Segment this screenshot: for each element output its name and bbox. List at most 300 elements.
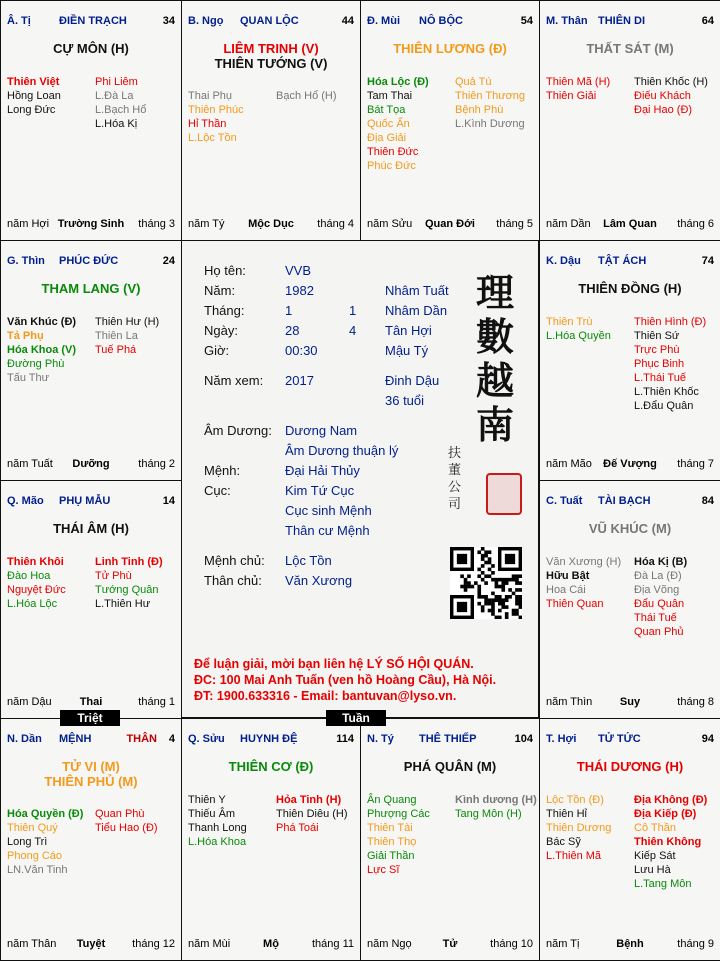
- palace-month: tháng 1: [138, 696, 175, 708]
- qr-code: [450, 547, 522, 619]
- minor-star: Thiên Phúc: [188, 104, 244, 116]
- right-star-list: [634, 315, 706, 413]
- main-stars: [1, 281, 181, 296]
- palace-stage: Mộc Dục: [248, 218, 294, 230]
- palace-age: 34: [162, 15, 175, 27]
- minor-star: Thiên La: [95, 330, 138, 342]
- palace-footer: [367, 218, 533, 232]
- minor-star: L.Thái Tuế: [634, 372, 686, 384]
- minor-star: LN.Văn Tinh: [7, 864, 68, 876]
- palace-position: Q. Sửu: [188, 733, 225, 745]
- minor-star: Điếu Khách: [634, 90, 691, 102]
- ngay-value: 28: [285, 323, 300, 338]
- minor-star: Tấu Thư: [7, 372, 50, 384]
- palace-age: 84: [701, 495, 714, 507]
- left-star-list: [546, 793, 611, 863]
- palace-footer: [188, 218, 354, 232]
- palace-name: HUYNH ĐỆ: [240, 733, 298, 745]
- nam-xem-label: Năm xem:: [204, 373, 264, 388]
- nam-can-chi: Nhâm Tuất: [385, 283, 449, 298]
- minor-star: Thiên Diêu (H): [276, 808, 348, 820]
- right-star-list: [455, 793, 537, 821]
- small-seal-text: 扶董公司: [448, 446, 462, 512]
- minor-star: Tử Phù: [95, 570, 132, 582]
- calligraphy-char-3: 越: [475, 358, 514, 403]
- palace-footer: [7, 458, 175, 472]
- nam-label: Năm:: [204, 283, 236, 298]
- palace-name: MỆNH: [59, 733, 92, 745]
- left-star-list: [367, 793, 430, 877]
- palace-name: TẬT ÁCH: [598, 255, 647, 267]
- thang-label: Tháng:: [204, 303, 245, 318]
- ngay-can-chi: Tân Hợi: [385, 323, 432, 338]
- minor-star: L.Hóa Khoa: [188, 836, 247, 848]
- palace-position: Q. Mão: [7, 495, 44, 507]
- minor-star: Tả Phụ: [7, 330, 44, 342]
- minor-star: Thiên Khốc (H): [634, 76, 708, 88]
- minor-star: Hóa Khoa (V): [7, 344, 77, 356]
- minor-star: L.Đà La: [95, 90, 134, 102]
- palace-name: TÀI BẠCH: [598, 495, 651, 507]
- left-star-list: [367, 75, 429, 173]
- cuc-note-1: Cục sinh Mệnh: [285, 503, 372, 518]
- minor-star: Thiên Sứ: [634, 330, 680, 342]
- minor-star: Đường Phù: [7, 358, 65, 370]
- minor-star: Quả Tú: [455, 76, 492, 88]
- main-star: THIÊN TƯỚNG (V): [214, 56, 328, 71]
- tuan-tag: Tuần: [326, 710, 386, 726]
- minor-star: Phục Binh: [634, 358, 685, 370]
- palace-age: 4: [168, 733, 175, 745]
- palace-header: [546, 15, 714, 29]
- main-stars: [1, 521, 181, 536]
- minor-star: Thiên Trù: [546, 316, 593, 328]
- palace-footer: [7, 938, 175, 952]
- palace-age: 114: [336, 733, 354, 745]
- right-star-list: [634, 793, 707, 891]
- minor-star: Phong Cáo: [7, 850, 63, 862]
- minor-star: Thiên Giải: [546, 90, 597, 102]
- red-seal-stamp: [486, 473, 522, 515]
- palace-name: ĐIỀN TRẠCH: [59, 15, 127, 27]
- palace-year: năm Thân: [7, 938, 57, 950]
- palace-position: N. Dần: [7, 733, 42, 745]
- palace-month: tháng 5: [496, 218, 533, 230]
- palace-position: N. Tý: [367, 733, 394, 745]
- minor-star: Cô Thần: [634, 822, 676, 834]
- main-star: VŨ KHÚC (M): [588, 521, 672, 536]
- main-stars: [540, 759, 720, 774]
- than-chu-label: Thân chủ:: [204, 573, 262, 588]
- right-star-list: [95, 75, 146, 131]
- minor-star: Thiên Y: [188, 794, 226, 806]
- palace-month: tháng 9: [677, 938, 714, 950]
- gio-label: Giờ:: [204, 343, 230, 358]
- nam-xem-value: 2017: [285, 373, 314, 388]
- cuc-note-2: Thân cư Mệnh: [285, 523, 370, 538]
- main-star: THÁI ÂM (H): [53, 521, 129, 536]
- palace-year: năm Dần: [546, 218, 591, 230]
- main-star: THIÊN CƠ (Đ): [228, 759, 314, 774]
- center-info-panel: [181, 240, 539, 718]
- palace-position: T. Hợi: [546, 733, 577, 745]
- minor-star: Phá Toái: [276, 822, 319, 834]
- minor-star: Địa Kiếp (Đ): [634, 808, 697, 820]
- palace-month: tháng 2: [138, 458, 175, 470]
- minor-star: Đẩu Quân: [634, 598, 685, 610]
- palace-position: G. Thìn: [7, 255, 45, 267]
- minor-star: L.Thiên Hư: [95, 598, 151, 610]
- palace-stage: Bệnh: [616, 938, 644, 950]
- palace-year: năm Tị: [546, 938, 580, 950]
- minor-star: Lưu Hà: [634, 864, 671, 876]
- left-star-list: [7, 315, 76, 385]
- palace-footer: [7, 218, 175, 232]
- palace-dau: [539, 240, 720, 481]
- minor-star: L.Bạch Hổ: [95, 104, 147, 116]
- palace-stage: Suy: [619, 696, 641, 708]
- contact-note-2: ĐC: 100 Mai Anh Tuấn (ven hồ Hoàng Cầu), Hà Nội.: [194, 673, 497, 687]
- main-star: THAM LANG (V): [41, 281, 141, 296]
- minor-star: Thiên Quý: [7, 822, 58, 834]
- minor-star: Kiếp Sát: [634, 850, 676, 862]
- minor-star: Long Đức: [7, 104, 56, 116]
- minor-star: L.Thiên Khốc: [634, 386, 699, 398]
- minor-star: L.Tang Môn: [634, 878, 692, 890]
- minor-star: Phượng Các: [367, 808, 430, 820]
- minor-star: Tiểu Hao (Đ): [95, 822, 158, 834]
- palace-year: năm Thìn: [546, 696, 593, 708]
- ho-ten-label: Họ tên:: [204, 263, 246, 278]
- minor-star: L.Đẩu Quân: [634, 400, 694, 412]
- minor-star: Hồng Loan: [7, 90, 61, 102]
- left-star-list: [546, 75, 610, 103]
- palace-age: 104: [514, 733, 533, 745]
- am-duong-label: Âm Dương:: [204, 423, 272, 438]
- minor-star: Thái Tuế: [634, 612, 677, 624]
- main-stars: [540, 521, 720, 536]
- minor-star: Tướng Quân: [95, 584, 159, 596]
- minor-star: Thiên Thương: [455, 90, 526, 102]
- main-stars: [361, 41, 539, 56]
- palace-header: [546, 255, 714, 269]
- palace-ngo: [181, 0, 361, 241]
- palace-stage: Đế Vượng: [603, 458, 657, 470]
- palace-year: năm Sửu: [367, 218, 413, 230]
- palace-footer: [546, 218, 714, 232]
- left-star-list: [546, 555, 621, 611]
- palace-header: [367, 15, 533, 29]
- palace-stage: Trường Sinh: [57, 218, 125, 230]
- palace-age: 44: [341, 15, 354, 27]
- palace-footer: [7, 696, 175, 710]
- palace-header: [7, 15, 175, 29]
- palace-position: B. Ngọ: [188, 15, 224, 27]
- palace-position: Â. Tị: [7, 15, 31, 27]
- calligraphy-char-4: 南: [475, 402, 514, 447]
- palace-name: THÊ THIẾP: [419, 733, 477, 745]
- am-duong-value: Dương Nam: [285, 423, 358, 438]
- palace-month: tháng 7: [677, 458, 714, 470]
- main-star: THIÊN LƯƠNG (Đ): [393, 41, 507, 56]
- minor-star: Giải Thần: [367, 850, 415, 862]
- left-star-list: [188, 89, 244, 145]
- palace-hoi: [539, 718, 720, 961]
- minor-star: Phi Liêm: [95, 76, 138, 88]
- right-star-list: [634, 555, 687, 639]
- minor-star: Kình dương (H): [455, 794, 537, 806]
- main-star: THIÊN PHỦ (M): [44, 774, 138, 789]
- main-stars: [182, 41, 360, 71]
- minor-star: Thiên Thọ: [367, 836, 417, 848]
- calligraphy-char-1: 理: [475, 270, 514, 315]
- gio-value: 00:30: [285, 343, 318, 358]
- palace-year: năm Tý: [188, 218, 225, 230]
- minor-star: L.Hóa Quyền: [546, 330, 611, 342]
- tuoi-value: 36 tuổi: [385, 393, 425, 408]
- am-duong-note: Âm Dương thuận lý: [285, 443, 399, 458]
- left-star-list: [188, 793, 247, 849]
- main-stars: [540, 41, 720, 56]
- palace-ty: [0, 0, 182, 241]
- palace-header: [367, 733, 533, 747]
- left-star-list: [7, 807, 83, 877]
- main-stars: [1, 759, 181, 789]
- main-star: THÁI DƯƠNG (H): [576, 759, 684, 774]
- main-stars: [182, 759, 360, 774]
- palace-position: M. Thân: [546, 15, 588, 27]
- palace-year: năm Mùi: [188, 938, 231, 950]
- palace-header: [546, 495, 714, 509]
- palace-mui: [360, 0, 540, 241]
- minor-star: Thiên Hỉ: [546, 808, 587, 820]
- main-star: TỬ VI (M): [62, 759, 120, 774]
- palace-suu: [181, 718, 361, 961]
- minor-star: Thiên Tài: [367, 822, 413, 834]
- minor-star: Thiên Mã (H): [546, 76, 611, 88]
- palace-header: [188, 733, 354, 747]
- minor-star: Thiên Đức: [367, 146, 419, 158]
- right-star-list: [276, 89, 337, 103]
- palace-month: tháng 10: [490, 938, 533, 950]
- minor-star: Bác Sỹ: [546, 836, 581, 848]
- palace-month: tháng 11: [311, 938, 354, 950]
- minor-star: L.Hóa Kị: [95, 118, 138, 130]
- nam-value: 1982: [285, 283, 314, 298]
- minor-star: Bát Tọa: [367, 104, 406, 116]
- palace-year: năm Dậu: [7, 696, 52, 708]
- minor-star: Linh Tinh (Đ): [95, 556, 163, 568]
- palace-tuat: [539, 480, 720, 719]
- minor-star: Địa Giải: [367, 132, 407, 144]
- triet-tag: Triệt: [60, 710, 120, 726]
- palace-position: Đ. Mùi: [367, 15, 400, 27]
- palace-name: TỬ TỨC: [598, 733, 641, 745]
- minor-star: Hóa Kị (B): [634, 556, 688, 568]
- main-star: PHÁ QUÂN (M): [403, 759, 497, 774]
- minor-star: Tuế Phá: [95, 344, 137, 356]
- right-star-list: [276, 793, 348, 835]
- thang-can-chi: Nhâm Dần: [385, 303, 448, 318]
- palace-header: [188, 15, 354, 29]
- minor-star: Tam Thai: [367, 90, 413, 102]
- minor-star: Lộc Tồn (Đ): [546, 794, 604, 806]
- minor-star: L.Lộc Tồn: [188, 132, 237, 144]
- palace-position: C. Tuất: [546, 495, 583, 507]
- minor-star: Hóa Quyền (Đ): [7, 808, 84, 820]
- minor-star: Hỉ Thần: [188, 118, 227, 130]
- minor-star: Địa Không (Đ): [634, 794, 708, 806]
- palace-year: năm Ngọ: [367, 938, 412, 950]
- palace-mao: [0, 480, 182, 719]
- minor-star: Thanh Long: [188, 822, 247, 834]
- minor-star: L.Hóa Lộc: [7, 598, 58, 610]
- palace-stage: Lâm Quan: [603, 218, 657, 230]
- minor-star: Hoa Cái: [546, 584, 586, 596]
- minor-star: Ân Quang: [367, 794, 417, 806]
- right-star-list: [95, 555, 163, 611]
- minor-star: Đà La (Đ): [634, 570, 682, 582]
- palace-month: tháng 3: [138, 218, 175, 230]
- minor-star: Quốc Ấn: [367, 118, 410, 130]
- calligraphy-logo: [470, 271, 520, 447]
- palace-age: 74: [701, 255, 714, 267]
- palace-year: năm Tuất: [7, 458, 53, 470]
- palace-name: THIÊN DI: [598, 15, 646, 27]
- menh-chu-label: Mệnh chủ:: [204, 553, 265, 568]
- main-star: THIÊN ĐỒNG (H): [578, 281, 682, 296]
- palace-month: tháng 4: [317, 218, 354, 230]
- contact-note-1: Để luận giải, mời bạn liên hệ LÝ SỐ HỘI QUÁN.: [194, 657, 474, 671]
- minor-star: Thiên Không: [634, 836, 702, 848]
- palace-stage: Mộ: [263, 938, 279, 950]
- minor-star: L.Kình Dương: [455, 118, 525, 130]
- palace-header: [7, 495, 175, 509]
- palace-age: 14: [162, 495, 175, 507]
- minor-star: Bệnh Phù: [455, 104, 504, 116]
- left-star-list: [546, 315, 611, 343]
- thang-am-value: 1: [349, 303, 357, 318]
- cuc-label: Cục:: [204, 483, 231, 498]
- left-star-list: [7, 555, 66, 611]
- gio-can-chi: Mậu Tý: [385, 343, 429, 358]
- menh-label: Mệnh:: [204, 463, 241, 478]
- minor-star: Đại Hao (Đ): [634, 104, 693, 116]
- contact-note-3: ĐT: 1900.633316 - Email: bantuvan@lyso.vn.: [194, 689, 457, 703]
- ngay-am-value: 4: [349, 323, 357, 338]
- minor-star: Tang Môn (H): [455, 808, 522, 820]
- cuc-value: Kim Tứ Cục: [285, 483, 355, 498]
- thang-value: 1: [285, 303, 293, 318]
- palace-year: năm Mão: [546, 458, 592, 470]
- palace-header: [546, 733, 714, 747]
- minor-star: Long Trì: [7, 836, 48, 848]
- right-star-list: [634, 75, 708, 117]
- minor-star: L.Thiên Mã: [546, 850, 602, 862]
- ngay-label: Ngày:: [204, 323, 238, 338]
- minor-star: Phúc Đức: [367, 160, 416, 172]
- minor-star: Văn Xương (H): [546, 556, 622, 568]
- palace-name: QUAN LỘC: [240, 15, 299, 27]
- menh-value: Đại Hải Thủy: [285, 463, 360, 478]
- palace-stage: Tuyệt: [76, 938, 106, 950]
- minor-star: Thiên Hình (Đ): [634, 316, 707, 328]
- palace-stage: Quan Đới: [425, 218, 475, 230]
- palace-name: NÔ BỘC: [419, 15, 463, 27]
- minor-star: Hỏa Tinh (H): [276, 794, 342, 806]
- palace-stage: Thai: [79, 696, 103, 708]
- palace-name: PHÚC ĐỨC: [59, 255, 119, 267]
- palace-footer: [546, 458, 714, 472]
- minor-star: Bạch Hổ (H): [276, 90, 337, 102]
- palace-name: PHỤ MẪU: [59, 495, 111, 507]
- minor-star: Thiếu Âm: [188, 808, 236, 820]
- minor-star: Hữu Bật: [546, 570, 590, 582]
- palace-footer: [546, 938, 714, 952]
- palace-ti: [360, 718, 540, 961]
- minor-star: Quan Phù: [95, 808, 145, 820]
- minor-star: Nguyệt Đức: [7, 584, 66, 596]
- minor-star: Thiên Việt: [7, 76, 60, 88]
- than-marker: THÂN: [126, 733, 157, 745]
- palace-age: 54: [520, 15, 533, 27]
- minor-star: Địa Võng: [634, 584, 680, 596]
- palace-stage: Dưỡng: [72, 458, 110, 470]
- palace-month: tháng 8: [677, 696, 714, 708]
- palace-header: [7, 733, 175, 747]
- calligraphy-char-2: 數: [475, 314, 514, 359]
- minor-star: Thiên Quan: [546, 598, 604, 610]
- palace-age: 24: [162, 255, 175, 267]
- palace-footer: [367, 938, 533, 952]
- main-star: LIÊM TRINH (V): [223, 41, 319, 56]
- palace-footer: [188, 938, 354, 952]
- palace-year: năm Hợi: [7, 218, 50, 230]
- minor-star: Đào Hoa: [7, 570, 51, 582]
- palace-stage: Tử: [442, 938, 458, 950]
- minor-star: Thiên Khôi: [7, 556, 64, 568]
- palace-month: tháng 6: [677, 218, 714, 230]
- main-stars: [1, 41, 181, 56]
- palace-dan: [0, 718, 182, 961]
- palace-age: 94: [701, 733, 714, 745]
- minor-star: Lực Sĩ: [367, 864, 400, 876]
- left-star-list: [7, 75, 61, 117]
- than-chu-value: Văn Xương: [285, 573, 353, 588]
- minor-star: Trực Phù: [634, 344, 680, 356]
- minor-star: Quan Phủ: [634, 626, 684, 638]
- right-star-list: [95, 315, 159, 357]
- palace-position: K. Dậu: [546, 255, 581, 267]
- main-stars: [361, 759, 539, 774]
- ho-ten-value: VVB: [285, 263, 312, 278]
- palace-footer: [546, 696, 714, 710]
- minor-star: Hóa Lộc (Đ): [367, 76, 429, 88]
- right-star-list: [455, 75, 525, 131]
- minor-star: Thiên Dương: [546, 822, 612, 834]
- main-star: CỰ MÔN (H): [53, 41, 129, 56]
- main-stars: [540, 281, 720, 296]
- palace-header: [7, 255, 175, 269]
- minor-star: Thiên Hư (H): [95, 316, 160, 328]
- palace-thin: [0, 240, 182, 481]
- nam-xem-can-chi: Đinh Dậu: [385, 373, 440, 388]
- main-star: THẤT SÁT (M): [586, 41, 674, 56]
- palace-than: [539, 0, 720, 241]
- palace-month: tháng 12: [132, 938, 175, 950]
- right-star-list: [95, 807, 158, 835]
- minor-star: Thai Phụ: [188, 90, 233, 102]
